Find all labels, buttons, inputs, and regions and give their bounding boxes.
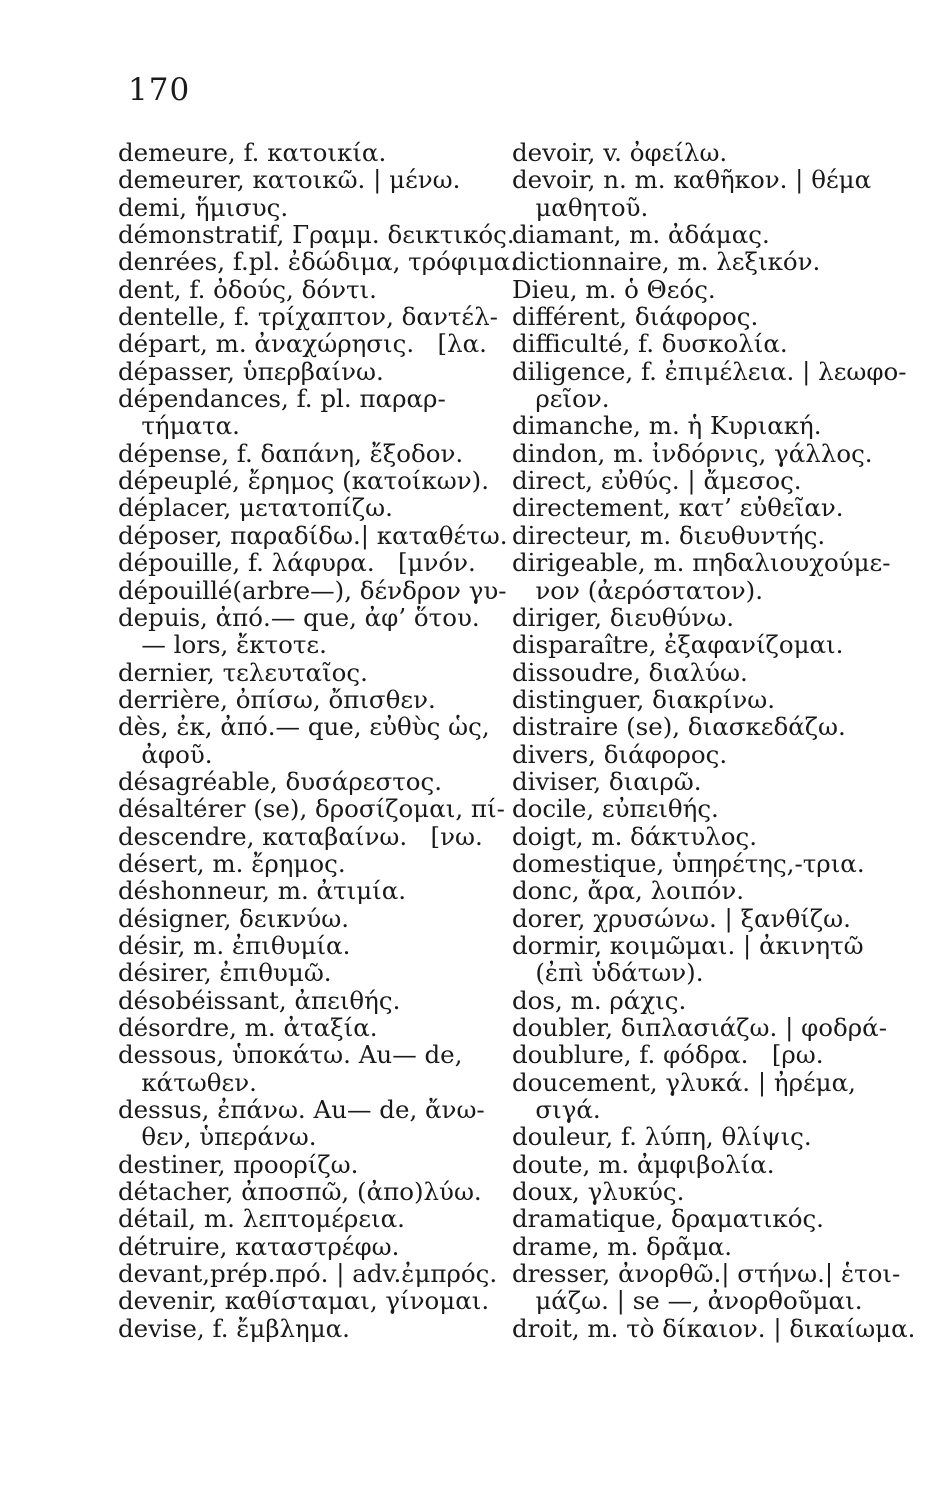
dictionary-entry-line: τήματα. — [118, 411, 240, 441]
dictionary-entry-line: devenir, καθίσταμαι, γίνομαι. — [118, 1286, 490, 1316]
dictionary-entry-line: différent, διάφορος. — [512, 302, 759, 332]
dictionary-entry-line: désordre, m. ἀταξία. — [118, 1013, 378, 1042]
left-column — [118, 139, 528, 1342]
dictionary-entry-line: doute, m. ἀμφιβολία. — [512, 1149, 775, 1179]
dictionary-entry-line: déposer, παραδίδω.| καταθέτω. — [118, 520, 508, 550]
dictionary-entry-line: dorer, χρυσώνω. | ξανθίζω. — [512, 903, 851, 933]
dictionary-entry-line: désir, m. ἐπιθυμία. — [118, 930, 351, 960]
dictionary-entry-line: détail, m. λεπτομέρεια. — [118, 1204, 405, 1234]
page-number: 170 — [128, 72, 191, 108]
dictionary-entry-line: derrière, ὀπίσω, ὄπισθεν. — [118, 684, 436, 714]
dictionary-entry-line: depuis, ἀπό.— que, ἀφ’ ὅτου. — [118, 602, 480, 632]
dictionary-entry-line: dépeuplé, ἔρημος (κατοίκων). — [118, 466, 490, 496]
dictionary-entry-line: distinguer, διακρίνω. — [512, 684, 775, 714]
dictionary-entry-line: détacher, ἀποσπῶ, (ἀπο)λύω. — [118, 1177, 482, 1207]
dictionary-entry-line: ἀφοῦ. — [118, 739, 213, 769]
dictionary-entry-line: doucement, γλυκά. | ἠρέμα, — [512, 1067, 856, 1097]
dictionary-entry-line: déplacer, μετατοπίζω. — [118, 493, 393, 523]
dictionary-entry-line: doublure, f. φόδρα. [ρω. — [512, 1040, 824, 1070]
dictionary-entry-line: devoir, v. ὀφείλω. — [512, 138, 728, 167]
dictionary-entry-line: désaltérer (se), δροσίζομαι, πί- — [118, 794, 505, 824]
dictionary-entry-line: μαθητοῦ. — [512, 192, 649, 222]
dictionary-entry-line: démonstratif, Γραμμ. δεικτικός. — [118, 220, 515, 250]
dictionary-entry-line: désigner, δεικνύω. — [118, 903, 350, 933]
dictionary-entry-line: diviser, διαιρῶ. — [512, 766, 702, 796]
dictionary-entry-line: dépense, f. δαπάνη, ἔξοδον. — [118, 438, 464, 468]
dictionary-entry-line: désobéissant, ἀπειθής. — [118, 985, 401, 1015]
dictionary-entry-line: directeur, m. διευθυντής. — [512, 520, 826, 550]
dictionary-entry-line: devise, f. ἔμβλημα. — [118, 1313, 350, 1343]
dictionary-entry-line: diriger, διευθύνω. — [512, 602, 735, 632]
dictionary-entry-line: difficulté, f. δυσκολία. — [512, 329, 788, 359]
dictionary-entry-line: devant,prép.πρό. | adv.ἐμπρός. — [118, 1259, 498, 1289]
dictionary-entry-line: dramatique, δραματικός. — [512, 1204, 824, 1234]
dictionary-entry-line: dos, m. ράχις. — [512, 985, 687, 1015]
dictionary-entry-line: Dieu, m. ὁ Θεός. — [512, 274, 716, 304]
dictionary-entry-line: désirer, ἐπιθυμῶ. — [118, 958, 332, 988]
dictionary-entry-line: descendre, καταβαίνω. [νω. — [118, 821, 483, 851]
dictionary-entry-line: désert, m. ἔρημος. — [118, 848, 346, 878]
dictionary-entry-line: — lors, ἔκτοτε. — [118, 630, 327, 660]
dictionary-entry-line: droit, m. τὸ δίκαιον. | δικαίωμα. — [512, 1313, 916, 1343]
dictionary-entry-line: ρεῖον. — [512, 384, 610, 414]
dictionary-entry-line: dirigeable, m. πηδαλιουχούμε- — [512, 548, 891, 578]
dictionary-entry-line: diligence, f. ἐπιμέλεια. | λεωφο- — [512, 356, 907, 386]
dictionary-entry-line: dessous, ὑποκάτω. Au— de, — [118, 1040, 463, 1070]
dictionary-entry-line: dépouille, f. λάφυρα. [μνόν. — [118, 548, 476, 578]
dictionary-entry-line: demeure, f. κατοικία. — [118, 138, 387, 167]
dictionary-entry-line: destiner, προορίζω. — [118, 1149, 359, 1179]
dictionary-entry-line: κάτωθεν. — [118, 1067, 257, 1097]
dictionary-entry-line: doux, γλυκύς. — [512, 1177, 685, 1207]
dictionary-entry-line: drame, m. δρᾶμα. — [512, 1231, 733, 1261]
dictionary-entry-line: distraire (se), διασκεδάζω. — [512, 712, 846, 742]
dictionary-entry-line: direct, εὐθύς. | ἄμεσος. — [512, 466, 802, 496]
dictionary-entry-line: dimanche, m. ἡ Κυριακή. — [512, 411, 822, 441]
dictionary-entry-line: dent, f. ὀδούς, δόντι. — [118, 274, 377, 304]
dictionary-entry-line: devoir, n. m. καθῆκον. | θέμα — [512, 165, 872, 195]
dictionary-entry-line: μάζω. | se —, ἀνορθοῦμαι. — [512, 1286, 863, 1316]
dictionary-entry-line: (ἐπὶ ὑδάτων). — [512, 958, 704, 988]
dictionary-entry-line: déshonneur, m. ἀτιμία. — [118, 876, 407, 906]
dictionary-entry-line: divers, διάφορος. — [512, 739, 728, 769]
dictionary-entry-line: docile, εὐπειθής. — [512, 794, 719, 824]
dictionary-entry-line: νον (ἀερόστατον). — [512, 575, 764, 605]
dictionary-entry-line: dindon, m. ἰνδόρνις, γάλλος. — [512, 438, 873, 468]
dictionary-entry-line: dentelle, f. τρίχαπτον, δαντέλ- — [118, 302, 498, 332]
dictionary-entry-line: dépendances, f. pl. παραρ- — [118, 384, 446, 414]
dictionary-entry-line: dépouillé(arbre—), δένδρον γυ- — [118, 575, 507, 605]
dictionary-entry-line: dormir, κοιμῶμαι. | ἀκινητῶ — [512, 930, 864, 960]
dictionary-entry-line: dresser, ἀνορθῶ.| στήνω.| ἑτοι- — [512, 1259, 901, 1289]
dictionary-entry-line: demeurer, κατοικῶ. | μένω. — [118, 165, 461, 195]
dictionary-entry-line: diamant, m. ἀδάμας. — [512, 220, 770, 250]
dictionary-entry-line: doubler, διπλασιάζω. | φοδρά- — [512, 1013, 887, 1042]
dictionary-entry-line: domestique, ὑπηρέτης,-τρια. — [512, 848, 865, 878]
dictionary-entry-line: dépasser, ὑπερβαίνω. — [118, 356, 384, 386]
dictionary-entry-line: douleur, f. λύπη, θλίψις. — [512, 1122, 812, 1152]
dictionary-entry-line: demi, ἥμισυς. — [118, 192, 289, 222]
dictionary-entry-line: directement, κατ’ εὐθεῖαν. — [512, 493, 844, 523]
dictionary-entry-line: dissoudre, διαλύω. — [512, 657, 748, 687]
dictionary-entry-line: départ, m. ἀναχώρησις. [λα. — [118, 329, 487, 359]
dictionary-entry-line: donc, ἄρα, λοιπόν. — [512, 876, 744, 906]
dictionary-entry-line: disparaître, ἐξαφανίζομαι. — [512, 630, 844, 660]
dictionary-entry-line: détruire, καταστρέφω. — [118, 1231, 400, 1261]
dictionary-entry-line: dès, ἐκ, ἀπό.— que, εὐθὺς ὡς, — [118, 712, 490, 742]
right-column — [512, 139, 932, 1342]
dictionary-entry-line: θεν, ὑπεράνω. — [118, 1122, 317, 1152]
dictionary-entry-line: dessus, ἐπάνω. Au— de, ἄνω- — [118, 1095, 485, 1125]
dictionary-entry-line: denrées, f.pl. ἐδώδιμα, τρόφιμα. — [118, 247, 518, 277]
dictionary-entry-line: σιγά. — [512, 1095, 601, 1125]
dictionary-entry-line: dictionnaire, m. λεξικόν. — [512, 247, 821, 277]
dictionary-entry-line: doigt, m. δάκτυλος. — [512, 821, 758, 851]
dictionary-entry-line: dernier, τελευταῖος. — [118, 657, 368, 687]
dictionary-entry-line: désagréable, δυσάρεστος. — [118, 766, 443, 796]
